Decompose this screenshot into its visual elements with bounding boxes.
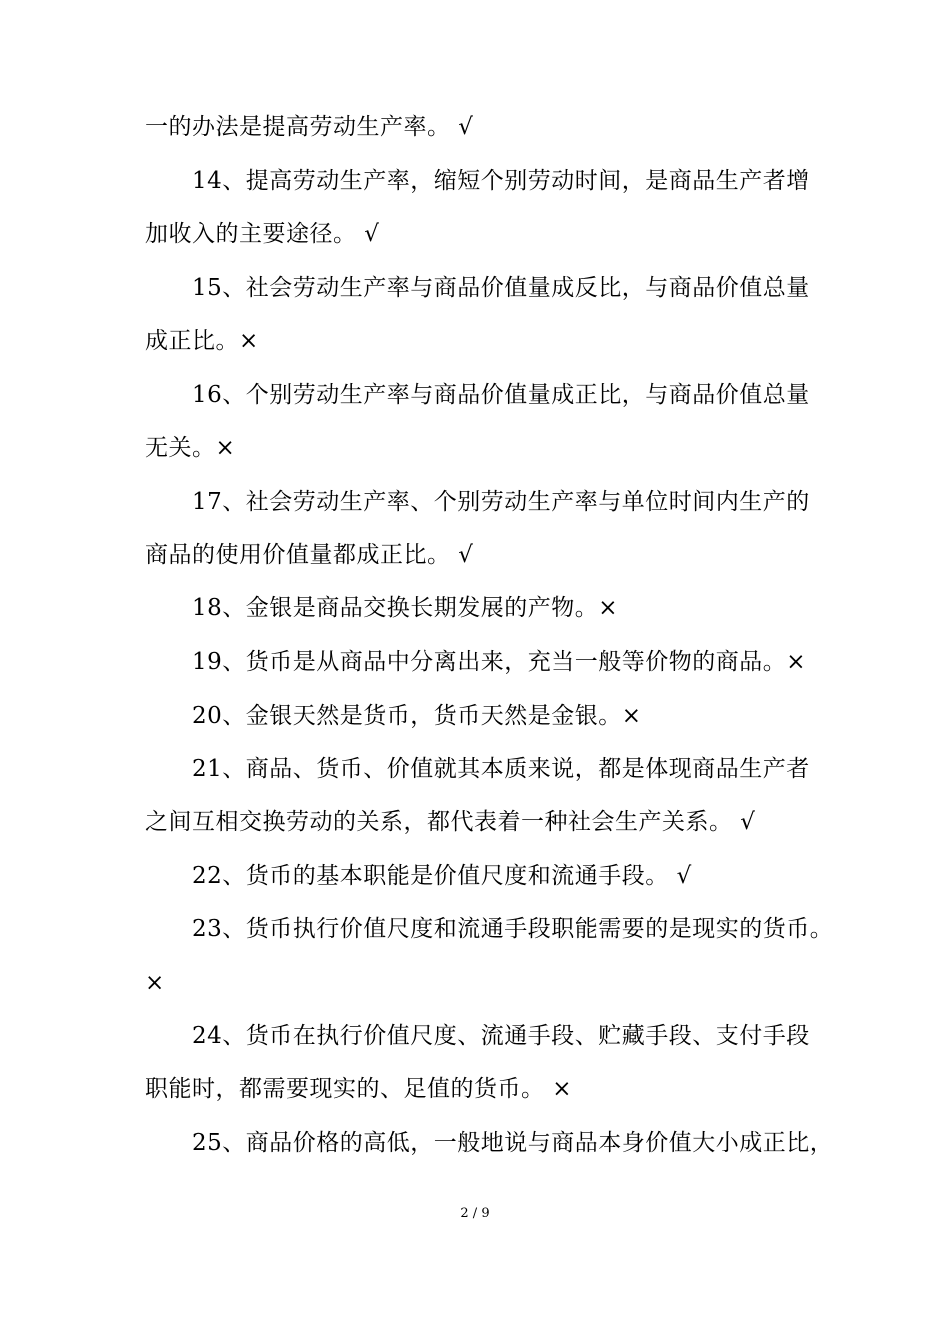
text-line: 商品的使用价值量都成正比。 √ xyxy=(145,542,474,568)
text-line: 14、提高劳动生产率，缩短个别劳动时间，是商品生产者增 xyxy=(192,168,810,194)
text-line: 19、货币是从商品中分离出来，充当一般等价物的商品。× xyxy=(192,649,807,675)
page-number: 2 / 9 xyxy=(460,1206,490,1221)
text-line: 之间互相交换劳动的关系，都代表着一种社会生产关系。 √ xyxy=(145,809,756,835)
text-line: 24、货币在执行价值尺度、流通手段、贮藏手段、支付手段 xyxy=(192,1023,810,1049)
text-line: 无关。× xyxy=(145,435,236,461)
text-line: 18、金银是商品交换长期发展的产物。× xyxy=(192,595,619,621)
text-line: 16、个别劳动生产率与商品价值量成正比，与商品价值总量 xyxy=(192,382,810,408)
text-line: 25、商品价格的高低，一般地说与商品本身价值大小成正比， xyxy=(192,1130,834,1156)
text-line: 加收入的主要途径。 √ xyxy=(145,221,380,247)
text-line: 23、货币执行价值尺度和流通手段职能需要的是现实的货币。 xyxy=(192,916,834,942)
text-line: 21、商品、货币、价值就其本质来说，都是体现商品生产者 xyxy=(192,756,810,782)
text-line: 成正比。× xyxy=(145,328,259,354)
text-line: 职能时，都需要现实的、足值的货币。 × xyxy=(145,1076,573,1102)
text-line: × xyxy=(145,970,165,996)
text-line: 17、社会劳动生产率、个别劳动生产率与单位时间内生产的 xyxy=(192,489,810,515)
text-line: 15、社会劳动生产率与商品价值量成反比，与商品价值总量 xyxy=(192,275,810,301)
text-line: 一的办法是提高劳动生产率。 √ xyxy=(145,114,474,140)
text-line: 20、金银天然是货币，货币天然是金银。× xyxy=(192,703,642,729)
text-line: 22、货币的基本职能是价值尺度和流通手段。 √ xyxy=(192,863,692,889)
